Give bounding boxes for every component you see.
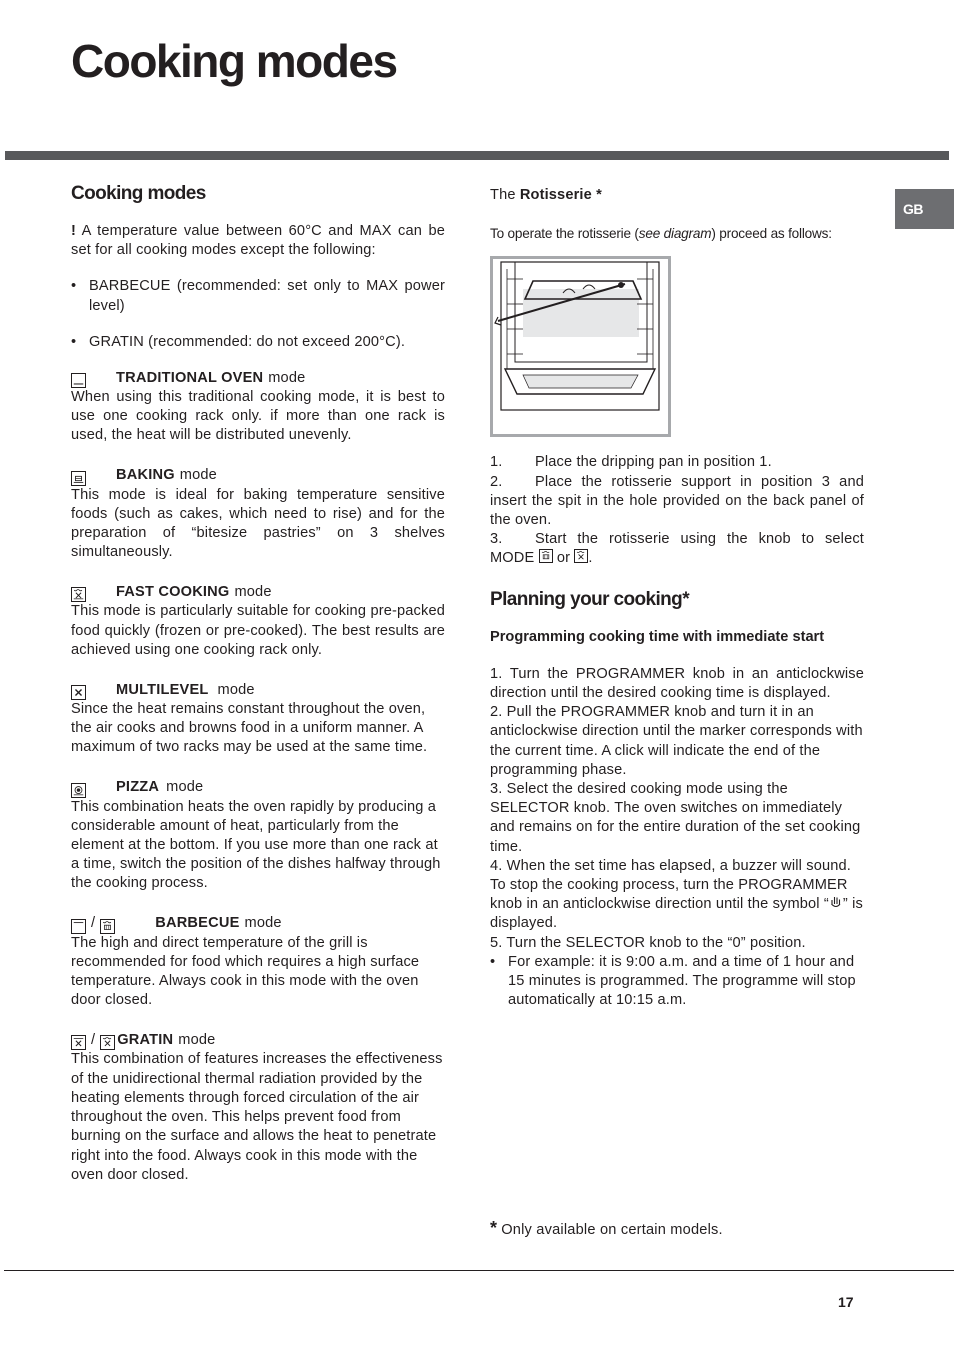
- step-number: 3.: [490, 531, 503, 548]
- footnote-text: Only available on certain models.: [501, 1222, 723, 1238]
- list-item: • BARBECUE (recommended: set only to MAX power level): [71, 277, 445, 315]
- step-text: Place the dripping pan in position 1.: [535, 454, 772, 471]
- mode-traditional-oven: [71, 369, 445, 446]
- barbecue-top-element-icon: [71, 919, 86, 934]
- hand-symbol-icon: [829, 895, 843, 909]
- planning-heading: Planning your cooking*: [490, 588, 689, 610]
- mode-description: This combination of features increases the effectiveness of the unidirectional thermal radiation provided by the heating elements through forced circulation of the air throughout the oven. This helps prevent food from burning on the surface and allows the heat to penetrate right into the food. Always cook in this mode with the oven door closed.: [71, 1051, 443, 1183]
- list-item: • GRATIN (recommended: do not exceed 200°C).: [71, 333, 445, 352]
- barbecue-icon: [100, 919, 115, 934]
- programming-heading: Programming cooking time with immediate start: [490, 628, 825, 645]
- list-item: 2. Pull the PROGRAMMER knob and turn it in an anticlockwise direction until the marker corresponds with the current time. A click will indicate the end of the programming phase.: [490, 704, 863, 778]
- rotisserie-heading: Rotisserie *: [519, 187, 602, 203]
- mode-name: MULTILEVEL: [116, 681, 209, 698]
- mode-label: mode: [217, 681, 255, 698]
- barbecue-icon: [539, 549, 553, 563]
- mode-name: TRADITIONAL OVEN: [116, 369, 264, 386]
- rotisserie-title: [490, 186, 864, 205]
- traditional-oven-icon: [71, 373, 86, 388]
- step-text: 4. When the set time has elapsed, a buzzer will sound. To stop the cooking process, turn the PROGRAMMER knob in an anticlockwise direction until the symbol “: [490, 857, 851, 913]
- temperature-note-text: A temperature value between 60°C and MAX can be set for all cooking modes except the following:: [71, 223, 445, 259]
- mode-label: mode: [234, 584, 272, 601]
- baking-icon: [71, 471, 86, 486]
- mode-fast-cooking: [71, 583, 445, 660]
- mode-label: mode: [179, 467, 217, 484]
- list-item: [490, 453, 864, 472]
- header-divider: [5, 151, 949, 160]
- list-item: 1. Turn the PROGRAMMER knob in an anticlockwise direction until the desired cooking time is displayed.: [490, 665, 864, 702]
- or-text: or: [556, 550, 571, 567]
- temperature-note: [71, 222, 445, 260]
- fast-cooking-icon: [71, 587, 86, 602]
- step-number: 1.: [490, 454, 503, 471]
- gratin-icon: [574, 549, 588, 563]
- intro-text: To operate the rotisserie (: [490, 226, 639, 242]
- gratin-icon: [100, 1035, 115, 1050]
- list-item: 5. Turn the SELECTOR knob to the “0” position.: [490, 934, 806, 951]
- step-end: .: [588, 550, 593, 567]
- list-item: 3. Select the desired cooking mode using the SELECTOR knob. The oven switches on immediately and remains on for the entire duration of the set cooking time.: [490, 781, 861, 855]
- mode-label: mode: [166, 779, 204, 796]
- example-item: • For example: it is 9:00 a.m. and a time of 1 hour and 15 minutes is programmed. The programme will stop automatically at 10:15 a.m.: [490, 953, 864, 1011]
- footer-divider: [4, 1270, 954, 1271]
- right-column: [490, 186, 864, 1010]
- pizza-icon: [71, 783, 86, 798]
- multilevel-fan-icon: [71, 685, 86, 700]
- footnote-marker: *: [490, 1218, 498, 1238]
- mode-description: The high and direct temperature of the grill is recommended for food which requires a high surface temperature. Always cook in this mode with the oven door closed.: [71, 934, 420, 1009]
- mode-name: GRATIN: [117, 1032, 174, 1049]
- step-text: Start the rotisserie using the knob to select MODE: [490, 531, 864, 567]
- see-diagram-reference: see diagram: [638, 226, 712, 242]
- oven-rotisserie-illustration: [493, 259, 668, 434]
- mode-label: mode: [244, 915, 282, 932]
- step-number: 2.: [490, 473, 503, 490]
- page-number: 17: [838, 1294, 854, 1310]
- warning-mark: !: [71, 223, 77, 239]
- mode-label: mode: [268, 369, 306, 386]
- mode-name: FAST COOKING: [116, 584, 230, 601]
- list-item: [490, 857, 864, 934]
- rotisserie-intro: [490, 224, 864, 243]
- step-text: ” is displayed.: [490, 896, 863, 932]
- rotisserie-diagram: [490, 256, 671, 437]
- mode-multilevel: [71, 681, 445, 758]
- mode-pizza: [71, 779, 445, 894]
- cooking-modes-heading: Cooking modes: [71, 183, 206, 204]
- mode-gratin: [71, 1031, 445, 1184]
- list-item: [490, 530, 864, 568]
- intro-text: ) proceed as follows:: [711, 226, 832, 242]
- mode-description: This mode is ideal for baking temperature sensitive foods (such as cakes, which need to rise) and for the preparation of “bitesize pastries” on 3 shelves simultaneously.: [71, 486, 445, 561]
- mode-description: This combination heats the oven rapidly by producing a considerable amount of heat, particularly from the element at the bottom. If you use more than one rack at a time, switch the position of the dishes halfway through the cooking process.: [71, 798, 441, 892]
- icon-separator: /: [91, 915, 96, 932]
- mode-name: PIZZA: [116, 779, 160, 796]
- left-column: [71, 182, 445, 1185]
- mode-baking: [71, 467, 445, 563]
- footnote: [490, 1218, 723, 1239]
- rotisserie-the: The: [490, 187, 516, 203]
- mode-description: When using this traditional cooking mode, it is best to use one cooking rack only. if more than one rack is used, the heat will be distributed unevenly.: [71, 389, 445, 444]
- mode-barbecue: [71, 915, 445, 1011]
- mode-label: mode: [178, 1032, 216, 1049]
- icon-separator: /: [91, 1032, 96, 1049]
- list-item: [490, 473, 864, 531]
- mode-description: Since the heat remains constant throughout the oven, the air cooks and browns food in a uniform manner. A maximum of two racks may be used at the same time.: [71, 701, 428, 756]
- rotisserie-steps: [490, 453, 864, 568]
- gratin-fan-icon: [71, 1035, 86, 1050]
- mode-name: BAKING: [116, 467, 175, 484]
- language-tab: GB: [895, 189, 954, 229]
- exception-list: [71, 277, 445, 352]
- page-title: Cooking modes: [71, 35, 397, 87]
- mode-name: BARBECUE: [155, 915, 240, 932]
- mode-description: This mode is particularly suitable for cooking pre-packed food quickly (frozen or pre-cooked). The best results are achieved using one cooking rack only.: [71, 603, 445, 658]
- step-text: Place the rotisserie support in position 3 and insert the spit in the hole provided on the back panel of the oven.: [490, 473, 864, 529]
